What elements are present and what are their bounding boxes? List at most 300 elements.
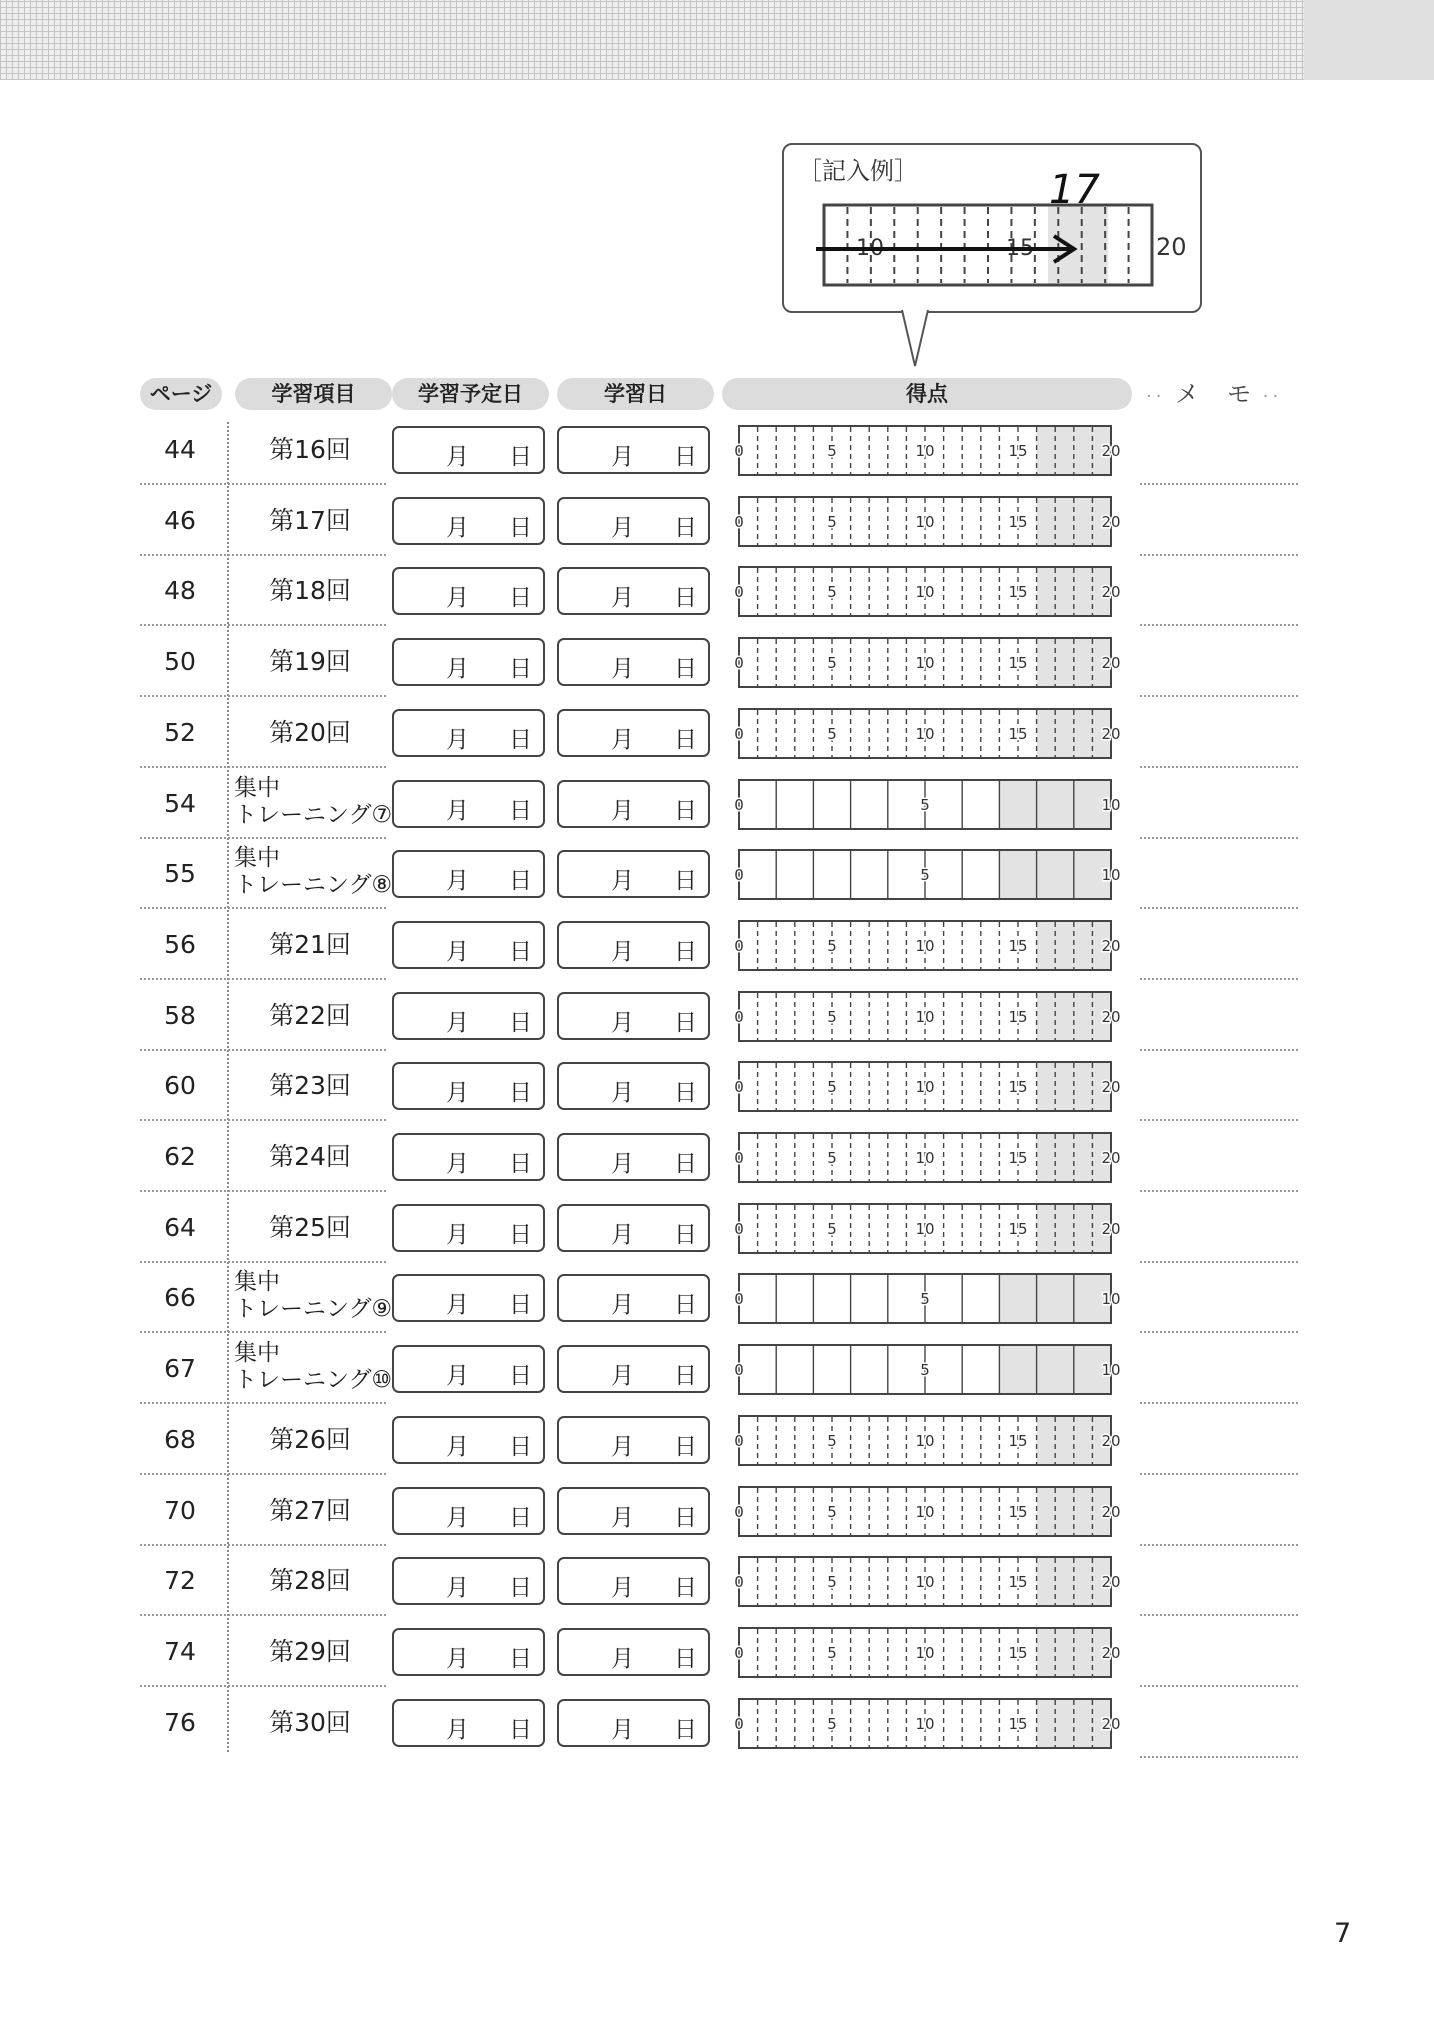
month-label: 月: [611, 1009, 634, 1036]
top-decorative-band: [0, 0, 1434, 80]
score-tick-label: 15: [1008, 512, 1028, 531]
score-tick-label: 20: [1101, 442, 1121, 460]
row-study-item: 第18回: [269, 576, 351, 606]
month-label: 月: [446, 868, 469, 895]
score-tick-label: 10: [915, 654, 935, 673]
score-bar[interactable]: [736, 1061, 1134, 1113]
day-label: 日: [509, 656, 532, 683]
row-study-item: 第21回: [269, 929, 351, 959]
month-label: 月: [446, 444, 469, 470]
planned-date-box[interactable]: [392, 850, 545, 898]
month-label: 月: [446, 1645, 469, 1672]
planned-date-box[interactable]: [392, 1557, 545, 1605]
day-label: 日: [674, 1504, 697, 1531]
day-label: 日: [674, 444, 697, 470]
score-tick-label: 20: [1101, 583, 1121, 602]
row-page-number: 54: [164, 788, 196, 818]
table-row: [0, 1121, 1434, 1192]
row-page-number: 67: [164, 1354, 196, 1384]
day-label: 日: [509, 938, 532, 965]
score-tick-label: 10: [915, 724, 935, 743]
month-label: 月: [446, 1716, 469, 1743]
day-label: 日: [509, 1080, 532, 1107]
month-label: 月: [611, 1716, 634, 1743]
table-row: [0, 626, 1434, 697]
score-tick-label: 10: [915, 1714, 935, 1733]
planned-date-box[interactable]: [392, 638, 545, 686]
day-label: 日: [509, 1221, 532, 1248]
row-study-item: 第24回: [269, 1142, 351, 1171]
study-date-box[interactable]: [557, 780, 710, 828]
table-row: [0, 414, 1434, 485]
score-tick-label: 10: [915, 936, 935, 955]
month-label: 月: [446, 1363, 469, 1390]
day-label: 日: [509, 1151, 532, 1177]
score-tick-label: 20: [1101, 1714, 1121, 1733]
table-row: [0, 909, 1434, 980]
month-label: 月: [611, 585, 634, 612]
table-row: [0, 1404, 1434, 1475]
example-title: ［記入例］: [798, 157, 918, 185]
score-tick-label: 0: [734, 442, 744, 460]
score-tick-label: 0: [734, 795, 744, 814]
row-item-line2: トレーニング⑨: [234, 1296, 393, 1323]
score-tick-label: 0: [734, 1714, 744, 1733]
page-number: 7: [1334, 1918, 1352, 1949]
month-label: 月: [446, 1433, 469, 1460]
header-item: 学習項目: [235, 378, 392, 410]
score-tick-label: 10: [915, 1078, 935, 1097]
score-tick-label: 0: [734, 1431, 744, 1450]
score-tick-label: 5: [827, 442, 837, 460]
score-tick-label: 15: [1008, 1502, 1028, 1521]
score-tick-label: 0: [734, 1361, 744, 1380]
score-tick-label: 5: [920, 866, 930, 885]
header-memo-label: メ モ: [1175, 380, 1254, 408]
month-label: 月: [611, 656, 634, 683]
score-tick-label: 20: [1101, 1078, 1121, 1097]
score-tick-label: 20: [1101, 1219, 1121, 1238]
day-label: 日: [674, 1716, 697, 1743]
month-label: 月: [446, 1504, 469, 1531]
row-page-number: 46: [164, 505, 196, 535]
day-label: 日: [509, 1433, 532, 1460]
score-tick-label: 0: [734, 1290, 744, 1309]
score-tick-label: 10: [915, 1219, 935, 1238]
row-study-item: 第20回: [269, 717, 351, 747]
table-row: [0, 980, 1434, 1051]
score-tick-label: 15: [1008, 936, 1028, 955]
score-tick-label: 20: [1101, 936, 1121, 955]
month-label: 月: [611, 444, 634, 470]
score-bar-shade: [999, 1345, 1111, 1394]
planned-date-box[interactable]: [392, 1062, 545, 1110]
planned-date-box[interactable]: [392, 709, 545, 757]
example-score-bar: [784, 145, 1204, 315]
score-tick-label: 20: [1101, 1643, 1121, 1662]
score-tick-label: 5: [827, 1573, 837, 1592]
study-date-box[interactable]: [557, 638, 710, 686]
month-label: 月: [611, 1221, 634, 1248]
planned-date-box[interactable]: [392, 780, 545, 828]
month-label: 月: [446, 726, 469, 753]
row-study-item: 第16回: [269, 435, 351, 464]
score-tick-label: 20: [1101, 512, 1121, 531]
day-label: 日: [674, 514, 697, 541]
score-bar[interactable]: [736, 1203, 1134, 1255]
month-label: 月: [611, 868, 634, 895]
score-tick-label: 15: [1008, 1078, 1028, 1097]
score-bar[interactable]: [736, 779, 1134, 831]
example-tick-20: 20: [1156, 233, 1187, 261]
score-bar[interactable]: [736, 1273, 1134, 1325]
study-date-box[interactable]: [557, 1062, 710, 1110]
table-row: [0, 485, 1434, 556]
score-tick-label: 5: [827, 1502, 837, 1521]
row-item-line1: 集中: [234, 845, 280, 872]
example-callout: [782, 143, 1202, 313]
planned-date-box[interactable]: [392, 1133, 545, 1181]
month-label: 月: [611, 797, 634, 824]
header-planned-date: 学習予定日: [392, 378, 549, 410]
score-tick-label: 15: [1008, 1149, 1028, 1167]
example-tick-15: 15: [1006, 236, 1034, 261]
month-label: 月: [446, 1575, 469, 1602]
row-page-number: 76: [164, 1707, 196, 1737]
score-bar[interactable]: [736, 496, 1134, 548]
row-study-item: 第29回: [269, 1636, 351, 1666]
planned-date-box[interactable]: [392, 426, 545, 474]
day-label: 日: [674, 1433, 697, 1460]
score-bar[interactable]: [736, 1344, 1134, 1396]
score-tick-label: 0: [734, 512, 744, 531]
month-label: 月: [446, 1009, 469, 1036]
month-label: 月: [611, 1292, 634, 1319]
study-date-box[interactable]: [557, 850, 710, 898]
score-tick-label: 15: [1008, 1219, 1028, 1238]
score-tick-label: 10: [915, 512, 935, 531]
day-label: 日: [509, 444, 532, 470]
score-tick-label: 5: [827, 1219, 837, 1238]
score-bar[interactable]: [736, 849, 1134, 901]
score-tick-label: 0: [734, 1149, 744, 1167]
score-tick-label: 20: [1101, 1431, 1121, 1450]
score-bar-shade: [999, 1274, 1111, 1323]
score-tick-label: 15: [1008, 442, 1028, 460]
table-row: [0, 838, 1434, 909]
score-bar[interactable]: [736, 566, 1134, 618]
example-handwritten-score: 17: [1049, 167, 1100, 213]
header-score: 得点: [722, 378, 1132, 410]
score-bar-shade: [999, 850, 1111, 899]
month-label: 月: [446, 797, 469, 824]
table-row: [0, 1616, 1434, 1687]
row-page-number: 68: [164, 1424, 196, 1454]
score-bar[interactable]: [736, 920, 1134, 972]
table-row: [0, 1262, 1434, 1333]
row-study-item: 第30回: [269, 1707, 351, 1737]
score-tick-label: 10: [915, 1573, 935, 1592]
score-bar[interactable]: [736, 1486, 1134, 1538]
example-tick-10: 10: [856, 236, 884, 261]
day-label: 日: [674, 1009, 697, 1036]
row-page-number: 44: [164, 435, 196, 464]
planned-date-box[interactable]: [392, 1204, 545, 1252]
day-label: 日: [674, 1363, 697, 1390]
row-study-item: [234, 838, 394, 909]
study-date-box[interactable]: [557, 1557, 710, 1605]
table-row: [0, 555, 1434, 626]
score-tick-label: 10: [915, 442, 935, 460]
score-tick-label: 5: [827, 1078, 837, 1097]
row-page-number: 50: [164, 647, 196, 677]
score-tick-label: 0: [734, 1078, 744, 1097]
score-tick-label: 10: [1101, 866, 1121, 885]
row-page-number: 58: [164, 1000, 196, 1030]
study-date-box[interactable]: [557, 567, 710, 615]
row-page-number: 72: [164, 1566, 196, 1596]
planned-date-box[interactable]: [392, 1345, 545, 1393]
day-label: 日: [674, 1151, 697, 1177]
table-row: [0, 1475, 1434, 1546]
row-page-number: 60: [164, 1071, 196, 1101]
score-bar[interactable]: [736, 1132, 1134, 1184]
day-label: 日: [674, 726, 697, 753]
month-label: 月: [611, 1645, 634, 1672]
month-label: 月: [446, 1292, 469, 1319]
score-bar-shade: [999, 780, 1111, 829]
score-tick-label: 10: [915, 583, 935, 602]
score-tick-label: 0: [734, 866, 744, 885]
score-tick-label: 0: [734, 724, 744, 743]
planned-date-box[interactable]: [392, 1699, 545, 1747]
study-date-box[interactable]: [557, 1274, 710, 1322]
table-row: [0, 1192, 1434, 1263]
score-bar[interactable]: [736, 1627, 1134, 1679]
row-study-item: 第27回: [269, 1495, 351, 1525]
planned-date-box[interactable]: [392, 1416, 545, 1464]
score-tick-label: 20: [1101, 1573, 1121, 1592]
day-label: 日: [509, 726, 532, 753]
planned-date-box[interactable]: [392, 921, 545, 969]
score-tick-label: 5: [827, 1007, 837, 1026]
day-label: 日: [509, 868, 532, 895]
month-label: 月: [611, 1363, 634, 1390]
score-tick-label: 15: [1008, 1007, 1028, 1026]
score-tick-label: 10: [915, 1502, 935, 1521]
row-study-item: 第19回: [269, 647, 351, 677]
score-tick-label: 10: [915, 1149, 935, 1167]
score-bar[interactable]: [736, 991, 1134, 1043]
score-tick-label: 5: [827, 512, 837, 531]
row-study-item: 第25回: [269, 1212, 351, 1242]
score-bar[interactable]: [736, 1415, 1134, 1467]
table-row: [0, 1333, 1434, 1404]
month-label: 月: [611, 1433, 634, 1460]
study-date-box[interactable]: [557, 1133, 710, 1181]
top-band-corner: [1304, 0, 1434, 80]
score-tick-label: 5: [827, 1431, 837, 1450]
planned-date-box[interactable]: [392, 567, 545, 615]
day-label: 日: [674, 1292, 697, 1319]
study-date-box[interactable]: [557, 1416, 710, 1464]
score-tick-label: 5: [920, 1361, 930, 1380]
month-label: 月: [611, 514, 634, 541]
row-study-item: [234, 1333, 394, 1404]
score-tick-label: 15: [1008, 1431, 1028, 1450]
score-tick-label: 0: [734, 936, 744, 955]
day-label: 日: [674, 1221, 697, 1248]
row-study-item: 第23回: [269, 1071, 351, 1101]
month-label: 月: [611, 938, 634, 965]
score-tick-label: 0: [734, 1643, 744, 1662]
score-bar[interactable]: [736, 1698, 1134, 1750]
score-tick-label: 10: [1101, 795, 1121, 814]
score-bar[interactable]: [736, 708, 1134, 760]
score-tick-label: 20: [1101, 1502, 1121, 1521]
row-study-item: [234, 1262, 394, 1333]
row-page-number: 64: [164, 1212, 196, 1242]
study-date-box[interactable]: [557, 426, 710, 474]
row-page-number: 66: [164, 1283, 196, 1313]
score-bar[interactable]: [736, 425, 1134, 477]
score-tick-label: 10: [1101, 1361, 1121, 1380]
score-tick-label: 15: [1008, 583, 1028, 602]
row-item-line1: 集中: [234, 774, 280, 801]
day-label: 日: [674, 1575, 697, 1602]
table-row: [0, 1050, 1434, 1121]
planned-date-box[interactable]: [392, 1487, 545, 1535]
header-page: ページ: [140, 378, 222, 410]
day-label: 日: [509, 797, 532, 824]
table-row: [0, 768, 1434, 839]
day-label: 日: [509, 1716, 532, 1743]
row-item-line1: 集中: [234, 1340, 280, 1367]
month-label: 月: [611, 726, 634, 753]
day-label: 日: [674, 1645, 697, 1672]
row-item-line2: トレーニング⑦: [234, 801, 393, 828]
month-label: 月: [446, 656, 469, 683]
day-label: 日: [509, 1292, 532, 1319]
memo-line[interactable]: [1140, 1756, 1298, 1758]
study-date-box[interactable]: [557, 709, 710, 757]
row-item-line2: トレーニング⑧: [234, 872, 393, 899]
study-date-box[interactable]: [557, 1628, 710, 1676]
month-label: 月: [446, 938, 469, 965]
score-tick-label: 20: [1101, 724, 1121, 743]
row-page-number: 48: [164, 576, 196, 606]
score-tick-label: 15: [1008, 654, 1028, 673]
callout-tail: [900, 310, 930, 370]
row-page-number: 74: [164, 1636, 196, 1666]
row-page-number: 62: [164, 1142, 196, 1171]
study-date-box[interactable]: [557, 497, 710, 545]
month-label: 月: [611, 1151, 634, 1177]
score-tick-label: 10: [915, 1431, 935, 1450]
study-date-box[interactable]: [557, 1345, 710, 1393]
score-tick-label: 5: [920, 1290, 930, 1309]
score-tick-label: 15: [1008, 1643, 1028, 1662]
score-tick-label: 20: [1101, 654, 1121, 673]
planned-date-box[interactable]: [392, 497, 545, 545]
score-tick-label: 5: [827, 936, 837, 955]
day-label: 日: [509, 514, 532, 541]
study-date-box[interactable]: [557, 1204, 710, 1252]
day-label: 日: [674, 797, 697, 824]
month-label: 月: [446, 1221, 469, 1248]
score-tick-label: 10: [915, 1007, 935, 1026]
month-label: 月: [446, 585, 469, 612]
day-label: 日: [674, 868, 697, 895]
row-study-item: [234, 768, 394, 839]
month-label: 月: [446, 1080, 469, 1107]
day-label: 日: [509, 1575, 532, 1602]
table-row: [0, 697, 1434, 768]
score-tick-label: 0: [734, 1502, 744, 1521]
row-study-item: 第17回: [269, 505, 351, 535]
score-bar[interactable]: [736, 637, 1134, 689]
table-row: [0, 1687, 1434, 1758]
score-tick-label: 0: [734, 1219, 744, 1238]
day-label: 日: [509, 585, 532, 612]
row-item-line2: トレーニング⑩: [234, 1367, 393, 1394]
score-tick-label: 15: [1008, 1714, 1028, 1733]
month-label: 月: [611, 1575, 634, 1602]
month-label: 月: [446, 1151, 469, 1177]
score-tick-label: 15: [1008, 724, 1028, 743]
score-tick-label: 5: [827, 1714, 837, 1733]
row-page-number: 55: [164, 859, 196, 889]
score-tick-label: 0: [734, 654, 744, 673]
day-label: 日: [674, 585, 697, 612]
score-tick-label: 5: [827, 583, 837, 602]
month-label: 月: [611, 1504, 634, 1531]
study-date-box[interactable]: [557, 1699, 710, 1747]
row-study-item: 第28回: [269, 1566, 351, 1596]
score-tick-label: 5: [920, 795, 930, 814]
score-tick-label: 0: [734, 1573, 744, 1592]
score-tick-label: 0: [734, 583, 744, 602]
planned-date-box[interactable]: [392, 1274, 545, 1322]
row-item-line1: 集中: [234, 1269, 280, 1296]
table-row: [0, 1545, 1434, 1616]
score-tick-label: 5: [827, 1149, 837, 1167]
score-tick-label: 15: [1008, 1573, 1028, 1592]
header-memo: ·· メ モ ··: [1146, 380, 1283, 408]
day-label: 日: [509, 1009, 532, 1036]
day-label: 日: [674, 656, 697, 683]
score-tick-label: 10: [915, 1643, 935, 1662]
score-tick-label: 5: [827, 1643, 837, 1662]
study-date-box[interactable]: [557, 921, 710, 969]
row-study-item: 第26回: [269, 1424, 351, 1454]
score-bar[interactable]: [736, 1556, 1134, 1608]
score-tick-label: 0: [734, 1007, 744, 1026]
row-page-number: 70: [164, 1495, 196, 1525]
row-page-number: 56: [164, 929, 196, 959]
score-tick-label: 20: [1101, 1007, 1121, 1026]
row-page-number: 52: [164, 717, 196, 747]
day-label: 日: [509, 1504, 532, 1531]
score-tick-label: 20: [1101, 1149, 1121, 1167]
study-date-box[interactable]: [557, 1487, 710, 1535]
planned-date-box[interactable]: [392, 992, 545, 1040]
study-date-box[interactable]: [557, 992, 710, 1040]
row-study-item: 第22回: [269, 1000, 351, 1030]
planned-date-box[interactable]: [392, 1628, 545, 1676]
day-label: 日: [509, 1363, 532, 1390]
day-label: 日: [674, 938, 697, 965]
